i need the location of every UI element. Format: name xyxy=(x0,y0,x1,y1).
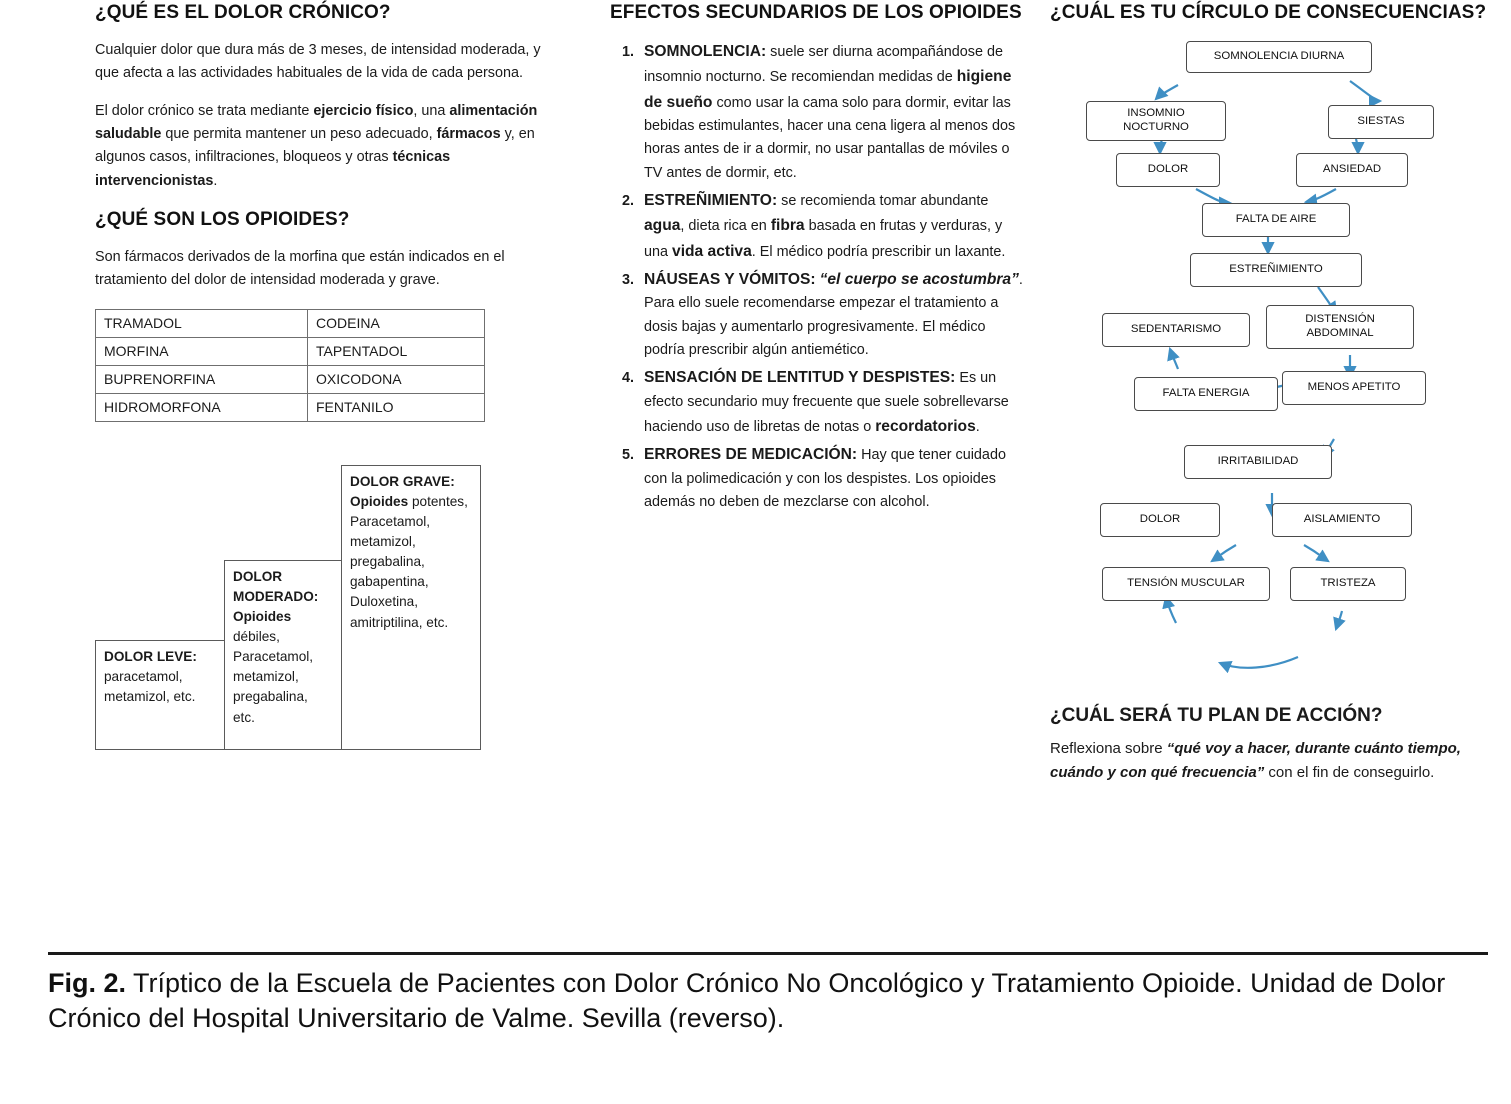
column-side-effects xyxy=(610,0,1030,930)
node-insomnio-nocturno xyxy=(1086,101,1226,141)
table-row xyxy=(96,337,485,365)
node-tristeza: TRISTEZA xyxy=(1290,567,1406,601)
ladder-step-mild xyxy=(95,640,225,750)
effect-5-t1: Hay que tener cuidado con la polimedicación y con los despistes. Los opioides además no deben de mezclarse con alcohol. xyxy=(644,447,1006,510)
drug-cell: BUPRENORFINA xyxy=(96,365,308,393)
effect-2-b3: vida activa xyxy=(672,242,752,260)
list-item xyxy=(638,39,1030,185)
effect-2-t2: , dieta rica en xyxy=(680,218,771,235)
treat-c: , una xyxy=(413,102,450,119)
paragraph-definition xyxy=(95,39,565,86)
drug-cell: TRAMADOL xyxy=(96,309,308,337)
effect-1-b1: higiene de sueño xyxy=(644,68,1012,111)
treat-exercise: ejercicio físico xyxy=(313,102,414,119)
paragraph-opioids xyxy=(95,246,565,293)
plan-section xyxy=(1050,705,1510,786)
table-opioid-drugs xyxy=(95,309,485,422)
consequences-flow-diagram xyxy=(1050,39,1510,699)
node-aislamiento: AISLAMIENTO xyxy=(1272,503,1412,537)
column-chronic-pain xyxy=(95,0,565,930)
effect-3-quote: “el cuerpo se acostumbra” xyxy=(819,271,1019,289)
node-ansiedad: ANSIEDAD xyxy=(1296,153,1408,187)
effect-2-b1: agua xyxy=(644,217,681,235)
treat-g: y, en algunos casos, infiltraciones, bloqueos y otras xyxy=(95,126,535,166)
drug-cell: CODEINA xyxy=(308,309,485,337)
node-tension-muscular: TENSIÓN MUSCULAR xyxy=(1102,567,1270,601)
heading-circle-of-consequences: ¿CUÁL ES TU CÍRCULO DE CONSECUENCIAS? xyxy=(1050,2,1487,23)
effect-2-b2: fibra xyxy=(770,217,805,235)
drug-cell: TAPENTADOL xyxy=(308,337,485,365)
ladder-mild-title: DOLOR LEVE: xyxy=(104,648,197,664)
drug-cell: FENTANILO xyxy=(308,393,485,421)
table-row xyxy=(96,309,485,337)
node-falta-energia: FALTA ENERGIA xyxy=(1134,377,1278,411)
heading-what-is-chronic-pain: ¿QUÉ ES EL DOLOR CRÓNICO? xyxy=(95,2,391,23)
effect-1-t2: como usar la cama solo para dormir, evitar las bebidas estimulantes, hacer una cena ligera al menos dos horas antes de ir a dormir, no usar pantallas de móviles o TV antes de dormir, etc. xyxy=(644,94,1016,181)
list-item xyxy=(638,442,1030,514)
list-side-effects xyxy=(610,39,1030,514)
treat-interventional: técnicas intervencionistas xyxy=(95,149,451,189)
effect-4-b1: recordatorios xyxy=(875,418,976,435)
plan-a: Reflexiona sobre xyxy=(1050,740,1167,758)
treat-diet: alimentación saludable xyxy=(95,102,538,143)
node-sedentarismo: SEDENTARISMO xyxy=(1102,313,1250,347)
ladder-step-severe xyxy=(341,465,481,750)
effect-5-caption: ERRORES DE MEDICACIÓN: xyxy=(644,446,858,464)
node-irritabilidad: IRRITABILIDAD xyxy=(1184,445,1332,479)
effect-4-caption: SENSACIÓN DE LENTITUD Y DESPISTES: xyxy=(644,369,956,387)
figure-caption xyxy=(48,966,1496,1036)
drug-cell: OXICODONA xyxy=(308,365,485,393)
list-item xyxy=(638,188,1030,264)
effect-1-t1: suele ser diurna acompañándose de insomnio nocturno. Se recomiendan medidas de xyxy=(644,44,1003,86)
ladder-moderate-bold: Opioides xyxy=(233,609,292,624)
node-somnolencia-diurna: SOMNOLENCIA DIURNA xyxy=(1186,41,1372,73)
list-item xyxy=(638,267,1030,362)
analgesic-ladder xyxy=(95,460,565,750)
node-distension-label: DISTENSIÓN ABDOMINAL xyxy=(1305,313,1375,340)
node-dolor-1: DOLOR xyxy=(1116,153,1220,187)
node-insomnio-label: INSOMNIO NOCTURNO xyxy=(1123,107,1189,134)
effect-3-caption: NÁUSEAS Y VÓMITOS: xyxy=(644,271,816,289)
plan-c: con el fin de conseguirlo. xyxy=(1264,764,1435,782)
treat-i: . xyxy=(213,172,218,189)
effect-3-t2: . Para ello suele recomendarse empezar el tratamiento a dosis bajas y aumentarlo progresivamente. El médico podría prescribir algún antiemético. xyxy=(644,272,1023,359)
effect-4-t2: . xyxy=(975,419,980,435)
effect-1-caption: SOMNOLENCIA: xyxy=(644,43,767,61)
paragraph-treatment xyxy=(95,100,565,193)
paragraph-definition-text: Cualquier dolor que dura más de 3 meses, de intensidad moderada, y que afecta a las actividades habituales de la vida de cada persona. xyxy=(95,42,541,82)
ladder-severe-bold: Opioides xyxy=(350,493,409,509)
plan-text xyxy=(1050,737,1510,786)
effect-2-caption: ESTREÑIMIENTO: xyxy=(644,192,778,210)
column-consequences xyxy=(1050,0,1510,930)
table-row xyxy=(96,365,485,393)
figure-number: Fig. 2. xyxy=(48,968,127,998)
ladder-severe-title: DOLOR GRAVE: xyxy=(350,473,455,489)
table-row xyxy=(96,393,485,421)
treat-e: que permita mantener un peso adecuado, xyxy=(161,126,437,143)
effect-2-t4: . El médico podría prescribir un laxante. xyxy=(751,243,1006,260)
node-menos-apetito: MENOS APETITO xyxy=(1282,371,1426,405)
drug-cell: HIDROMORFONA xyxy=(96,393,308,421)
plan-quote: “qué voy a hacer, durante cuánto tiempo, cuándo y con qué frecuencia” xyxy=(1050,740,1461,782)
ladder-moderate-title: DOLOR MODERADO: xyxy=(233,568,319,604)
effect-4-t1: Es un efecto secundario muy frecuente que suele sobrellevarse haciendo uso de libretas de notas o xyxy=(644,370,1009,435)
paragraph-opioids-text: Son fármacos derivados de la morfina que están indicados en el tratamiento del dolor de intensidad moderada y grave. xyxy=(95,249,505,289)
treat-a: El dolor crónico se trata mediante xyxy=(95,102,314,119)
list-item xyxy=(638,365,1030,439)
drug-cell: MORFINA xyxy=(96,337,308,365)
heading-side-effects: EFECTOS SECUNDARIOS DE LOS OPIOIDES xyxy=(610,2,1022,23)
treat-drugs: fármacos xyxy=(436,126,501,143)
heading-plan-of-action: ¿CUÁL SERÁ TU PLAN DE ACCIÓN? xyxy=(1050,705,1383,727)
ladder-moderate-body: débiles, Paracetamol, metamizol, pregabalina, etc. xyxy=(233,629,314,725)
ladder-step-moderate xyxy=(224,560,342,750)
node-dolor-2: DOLOR xyxy=(1100,503,1220,537)
node-estrenimiento: ESTREÑIMIENTO xyxy=(1190,253,1362,287)
node-siestas: SIESTAS xyxy=(1328,105,1434,139)
figure-caption-text: Tríptico de la Escuela de Pacientes con Dolor Crónico No Oncológico y Tratamiento Opioide. Unidad de Dolor Crónico del Hospital Universitario de Valme. Sevilla (reverso). xyxy=(48,968,1446,1034)
node-falta-de-aire: FALTA DE AIRE xyxy=(1202,203,1350,237)
effect-2-t3: basada en frutas y verduras, y una xyxy=(644,218,1003,260)
ladder-severe-body: potentes, Paracetamol, metamizol, pregabalina, gabapentina, Duloxetina, amitriptilina, etc. xyxy=(350,493,468,630)
heading-what-are-opioids: ¿QUÉ SON LOS OPIOIDES? xyxy=(95,209,350,231)
caption-divider xyxy=(48,952,1488,955)
node-distension-abdominal xyxy=(1266,305,1414,349)
effect-2-t1: se recomienda tomar abundante xyxy=(777,193,989,210)
ladder-mild-body: paracetamol, metamizol, etc. xyxy=(104,668,196,704)
